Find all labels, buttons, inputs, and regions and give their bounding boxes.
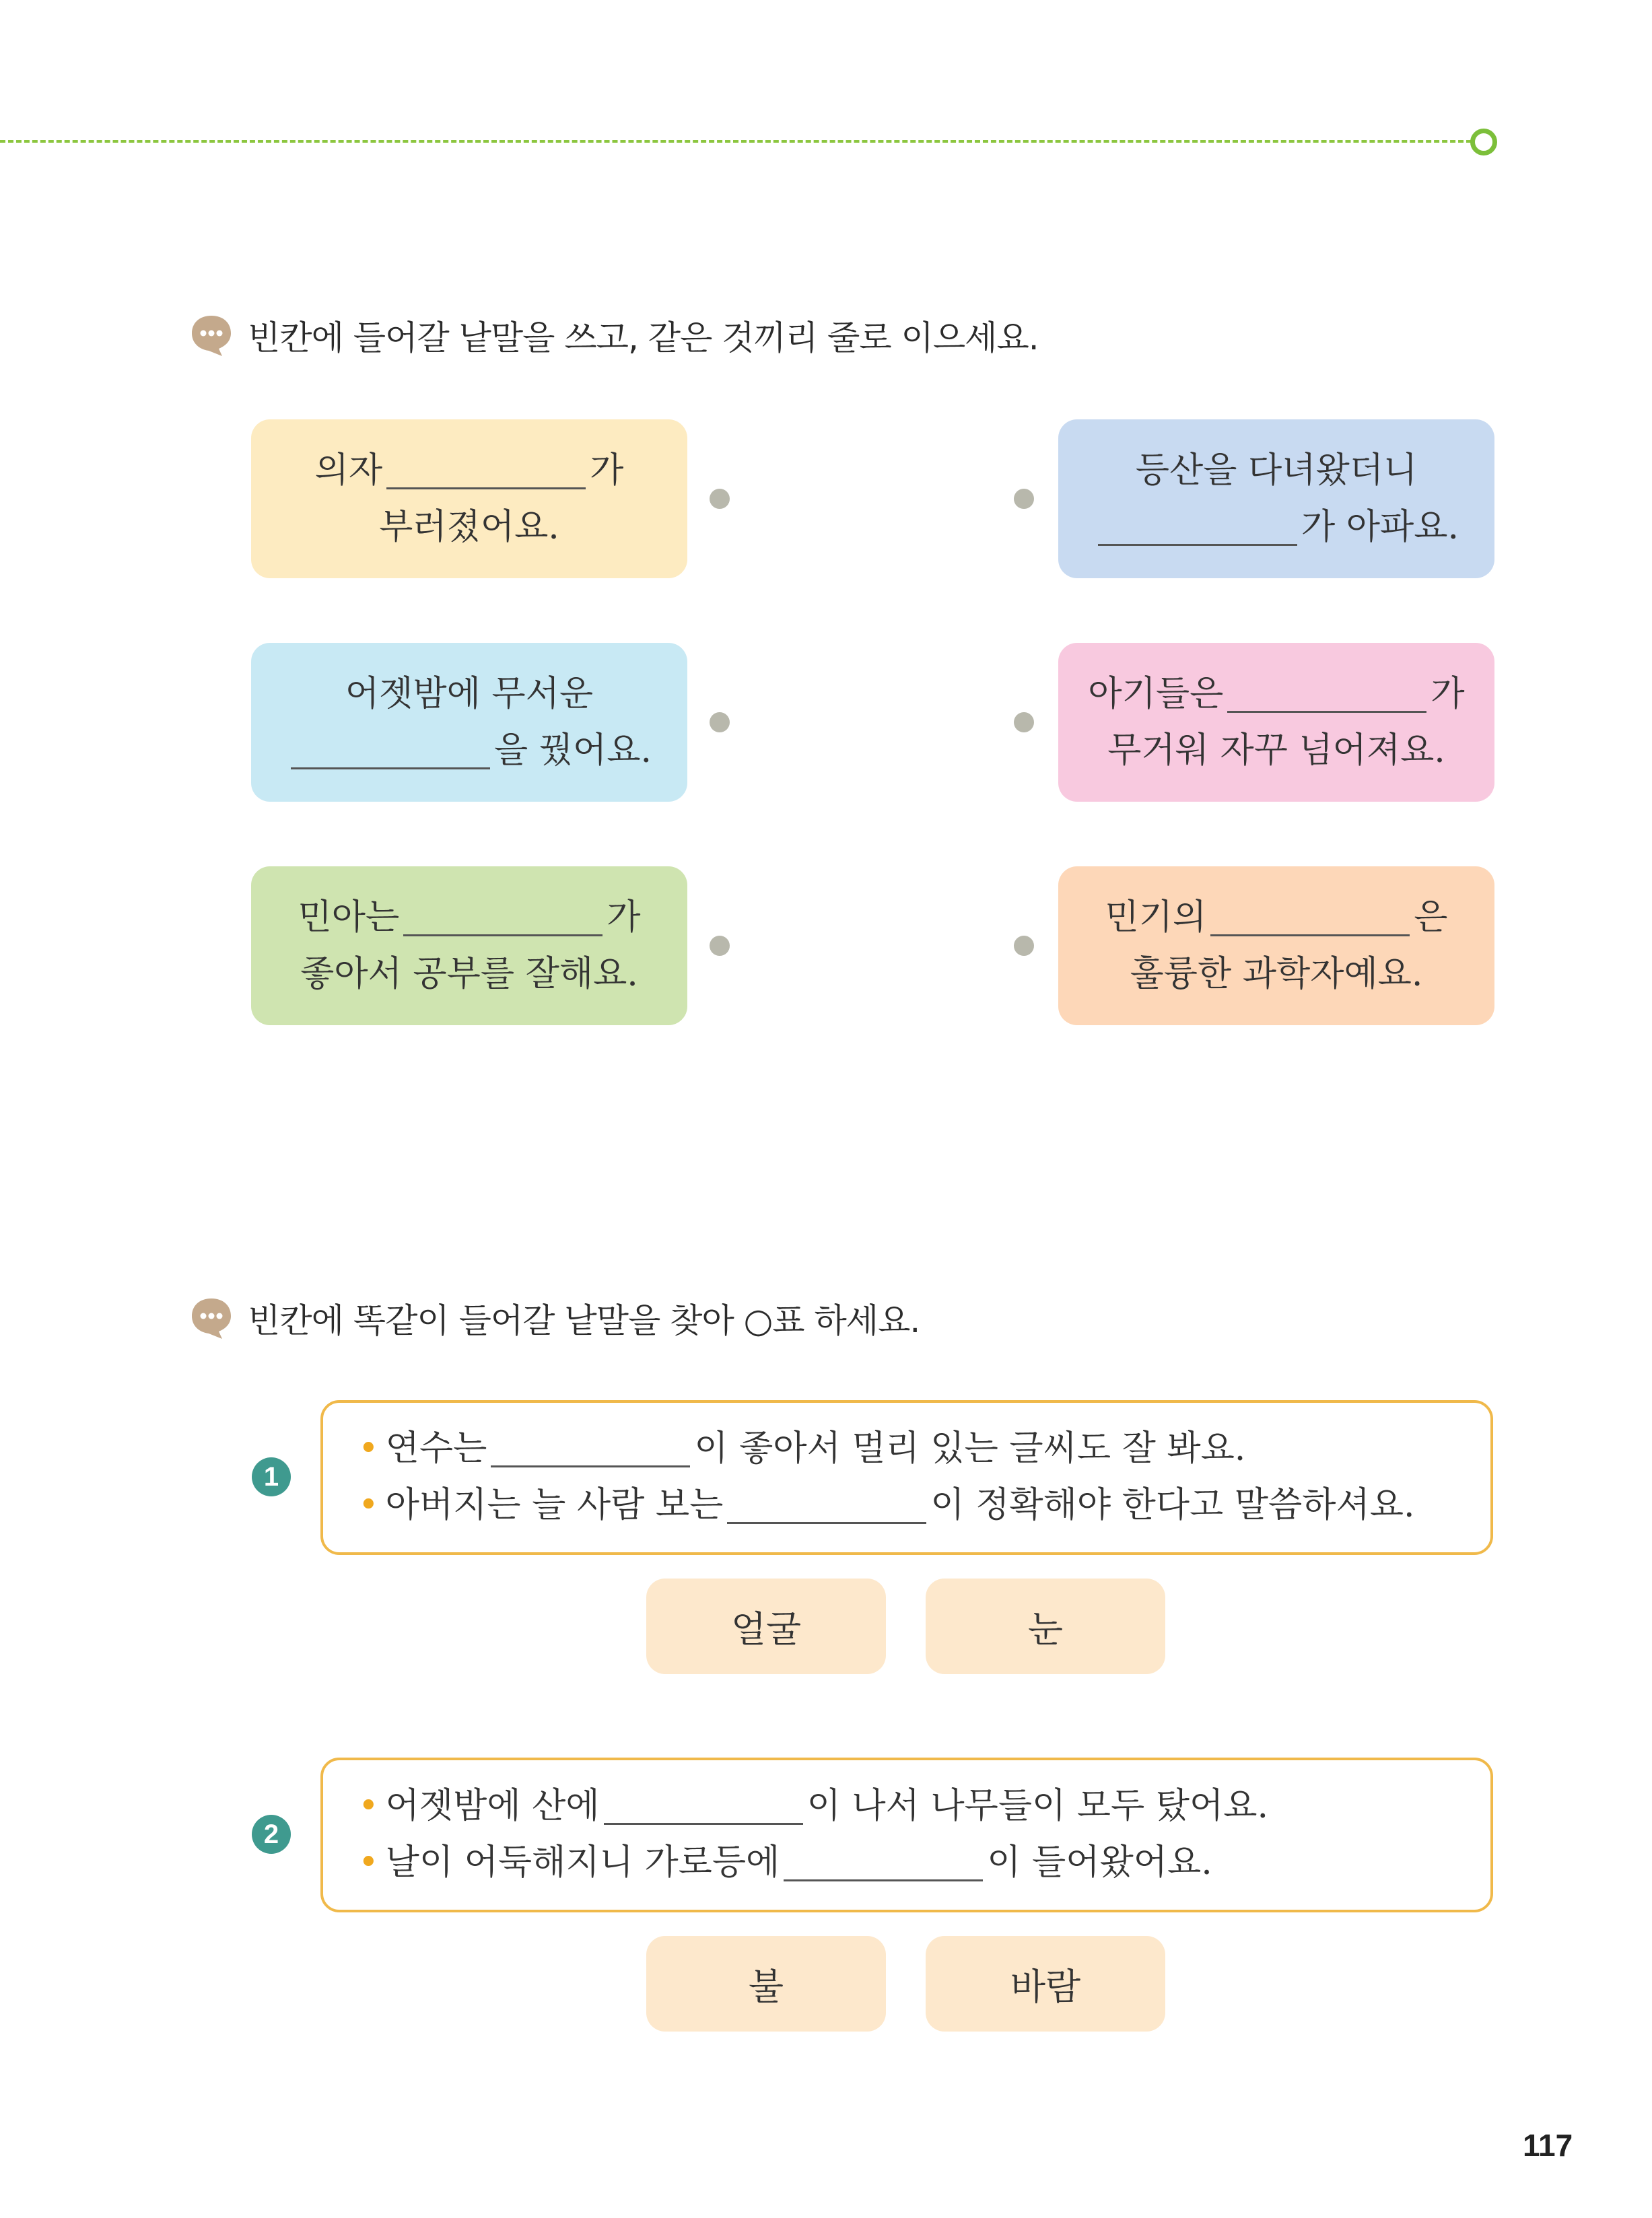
sentence-text: 이 좋아서 멀리 있는 글씨도 잘 봐요. [694,1428,1246,1469]
card-text: 어젯밤에 무서운 [345,674,594,714]
instruction-1 [190,308,1039,362]
right-card-3 [1058,866,1494,1025]
connect-dot-left-3[interactable] [710,936,730,956]
question-number-badge: 1 [252,1457,291,1496]
answer-blank[interactable] [727,1521,926,1524]
sentence-text: 이 정확해야 한다고 말씀하셔요. [930,1485,1415,1525]
choice-button[interactable]: 얼굴 [646,1579,886,1674]
answer-blank[interactable] [386,487,586,489]
answer-blank[interactable] [1210,934,1410,936]
connect-dot-left-1[interactable] [710,489,730,509]
connect-dot-left-2[interactable] [710,712,730,732]
connect-dot-right-1[interactable] [1014,489,1034,509]
instruction-2 [190,1291,920,1345]
top-dashed-rule [0,140,1472,143]
choice-button[interactable]: 바람 [926,1936,1165,2032]
connect-dot-right-3[interactable] [1014,936,1034,956]
question-number-badge: 2 [252,1815,291,1854]
answer-blank[interactable] [604,1822,803,1825]
card-text: 민기의 [1105,897,1207,938]
speech-bubble-icon [190,313,233,357]
card-text: 등산을 다녀왔더니 [1135,450,1418,491]
left-card-1 [251,419,687,578]
rule-end-circle [1470,129,1497,155]
sentence-text: 이 나서 나무들이 모두 탔어요. [806,1786,1269,1826]
answer-blank[interactable] [784,1879,983,1881]
sentence-text: 아버지는 늘 사람 보는 [385,1485,724,1525]
question-box-2 [320,1758,1493,1912]
sentence-text: 연수는 [385,1428,487,1469]
answer-blank[interactable] [403,934,603,936]
answer-blank[interactable] [491,1465,690,1467]
choice-button[interactable]: 불 [646,1936,886,2032]
speech-bubble-icon [190,1296,233,1340]
left-card-3 [251,866,687,1025]
choice-button[interactable]: 눈 [926,1579,1165,1674]
card-text: 가 [590,450,624,491]
left-card-2 [251,643,687,802]
card-text: 아기들은 [1088,674,1224,714]
card-text: 좋아서 공부를 잘해요. [300,954,638,994]
card-text: 가 [607,897,641,938]
bullet-icon: • [358,1485,379,1525]
card-text: 의자 [314,450,383,491]
card-text: 가 [1431,674,1465,714]
page-number: 117 [1523,2128,1573,2163]
sentence-text: 어젯밤에 산에 [385,1786,600,1826]
right-card-2 [1058,643,1494,802]
card-text: 부러졌어요. [379,507,559,547]
question-box-1 [320,1400,1493,1555]
instruction-text: 빈칸에 들어갈 낱말을 쓰고, 같은 것끼리 줄로 이으세요. [248,318,1039,357]
answer-blank[interactable] [1098,543,1297,546]
right-card-1 [1058,419,1494,578]
card-text: 을 꿨어요. [494,730,652,771]
instruction-text: 빈칸에 똑같이 들어갈 낱말을 찾아 ○표 하세요. [248,1301,920,1340]
card-text: 훌륭한 과학자예요. [1130,954,1423,994]
sentence-text: 날이 어둑해지니 가로등에 [385,1842,780,1883]
card-text: 가 아파요. [1301,507,1459,547]
card-text: 무거워 자꾸 넘어져요. [1107,730,1445,771]
connect-dot-right-2[interactable] [1014,712,1034,732]
bullet-icon: • [358,1428,379,1469]
sentence-text: 이 들어왔어요. [987,1842,1212,1883]
card-text: 은 [1414,897,1448,938]
bullet-icon: • [358,1842,379,1883]
answer-blank[interactable] [291,767,490,769]
answer-blank[interactable] [1227,710,1426,713]
card-text: 민아는 [298,897,400,938]
bullet-icon: • [358,1786,379,1826]
